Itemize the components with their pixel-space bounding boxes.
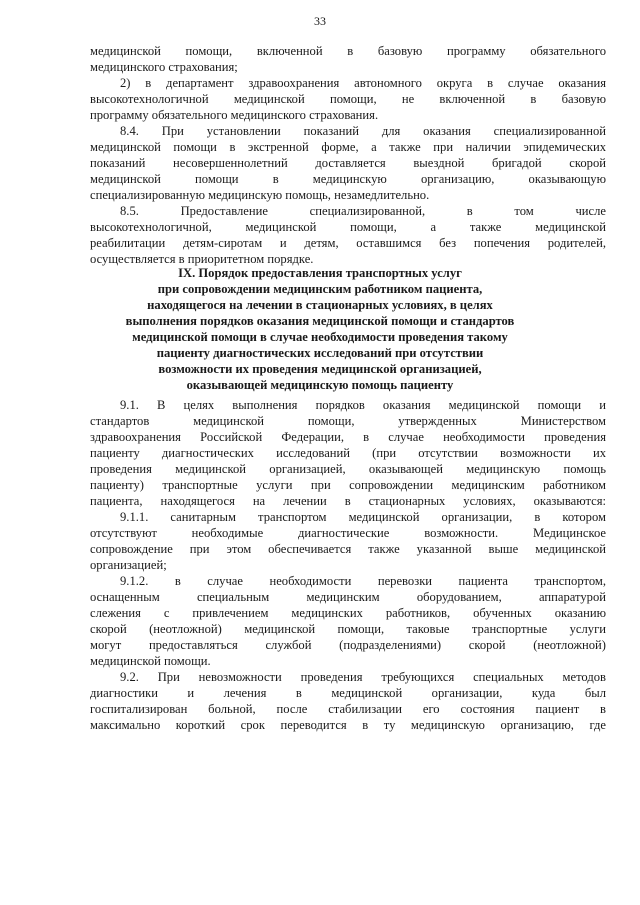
- paragraph-line: медицинской помощи в медицинскую организацию, оказывающую: [90, 172, 606, 186]
- heading-line: оказывающей медицинскую помощь пациенту: [186, 378, 454, 392]
- paragraph-line: 9.1. В целях выполнения порядков оказания медицинской помощи и: [120, 398, 606, 412]
- paragraph-line: осуществляется в приоритетном порядке.: [90, 252, 314, 266]
- heading-line: IX. Порядок предоставления транспортных услуг: [178, 266, 462, 280]
- paragraph-line: максимально короткий срок переводится в ту медицинскую организацию, где: [90, 718, 606, 732]
- heading-line: выполнения порядков оказания медицинской помощи и стандартов: [125, 314, 515, 328]
- paragraph-line: медицинской помощи, включенной в базовую программу обязательного: [90, 44, 606, 58]
- paragraph-line: медицинской помощи.: [90, 654, 211, 668]
- paragraph-line: пациенту диагностических исследований (при отсутствии возможности их: [90, 446, 606, 460]
- paragraph-line: специализированную медицинскую помощь, незамедлительно.: [90, 188, 430, 202]
- paragraph-line: госпитализирован больной, после стабилизации его состояния пациент в: [90, 702, 606, 716]
- paragraph-line: стандартов медицинской помощи, утвержденных Министерством: [90, 414, 606, 428]
- paragraph-line: 2) в департамент здравоохранения автономного округа в случае оказания: [120, 76, 606, 90]
- heading-line: при сопровождении медицинским работником пациента,: [157, 282, 483, 296]
- paragraph-line: пациента, находящегося на лечении в стационарных условиях, оказываются:: [90, 494, 606, 508]
- paragraph-line: высокотехнологичной медицинской помощи, не включенной в базовую: [90, 92, 606, 106]
- paragraph-line: показаний несовершеннолетний доставляется выездной бригадой скорой: [90, 156, 606, 170]
- paragraph-line: слежения с привлечением медицинских работников, обученных оказанию: [90, 606, 606, 620]
- paragraph-line: отсутствуют необходимые диагностические возможности. Медицинское: [90, 526, 606, 540]
- paragraph-line: здравоохранения Российской Федерации, в случае необходимости проведения: [90, 430, 606, 444]
- paragraph-line: диагностики и лечения в медицинской организации, куда был: [90, 686, 606, 700]
- paragraph-line: могут предоставляться службой (подразделениями) скорой (неотложной): [90, 638, 606, 652]
- paragraph-line: реабилитации детям-сиротам и детям, оставшимся без попечения родителей,: [90, 236, 606, 250]
- paragraph-line: 9.2. При невозможности проведения требующихся специальных методов: [120, 670, 606, 684]
- paragraph-line: пациенту) транспортные услуги при сопровождении медицинским работником: [90, 478, 606, 492]
- heading-line: находящегося на лечении в стационарных условиях, в целях: [147, 298, 493, 312]
- heading-line: возможности их проведения медицинской организацией,: [158, 362, 482, 376]
- paragraph-line: проведения медицинской организацией, оказывающей медицинскую помощь: [90, 462, 606, 476]
- paragraph-line: 9.1.1. санитарным транспортом медицинской организации, в котором: [120, 510, 606, 524]
- heading-line: медицинской помощи в случае необходимости проведения такому: [132, 330, 508, 344]
- paragraph-line: сопровождение при этом обеспечивается также указанной выше медицинской: [90, 542, 606, 556]
- paragraph-line: организацией;: [90, 558, 167, 572]
- paragraph-line: 8.5. Предоставление специализированной, в том числе: [120, 204, 606, 218]
- paragraph-line: 8.4. При установлении показаний для оказания специализированной: [120, 124, 606, 138]
- paragraph-line: медицинского страхования;: [90, 60, 238, 74]
- paragraph-line: скорой (неотложной) медицинской помощи, таковые транспортные услуги: [90, 622, 606, 636]
- paragraph-line: оснащенным специальным медицинским оборудованием, аппаратурой: [90, 590, 606, 604]
- paragraph-line: программу обязательного медицинского страхования.: [90, 108, 379, 122]
- paragraph-line: медицинской помощи в экстренной форме, а также при наличии эпидемических: [90, 140, 606, 154]
- paragraph-line: высокотехнологичной, медицинской помощи, а также медицинской: [90, 220, 606, 234]
- heading-line: пациенту диагностических исследований при отсутствии: [156, 346, 484, 360]
- page-number: 33: [314, 14, 326, 28]
- paragraph-line: 9.1.2. в случае необходимости перевозки пациента транспортом,: [120, 574, 606, 588]
